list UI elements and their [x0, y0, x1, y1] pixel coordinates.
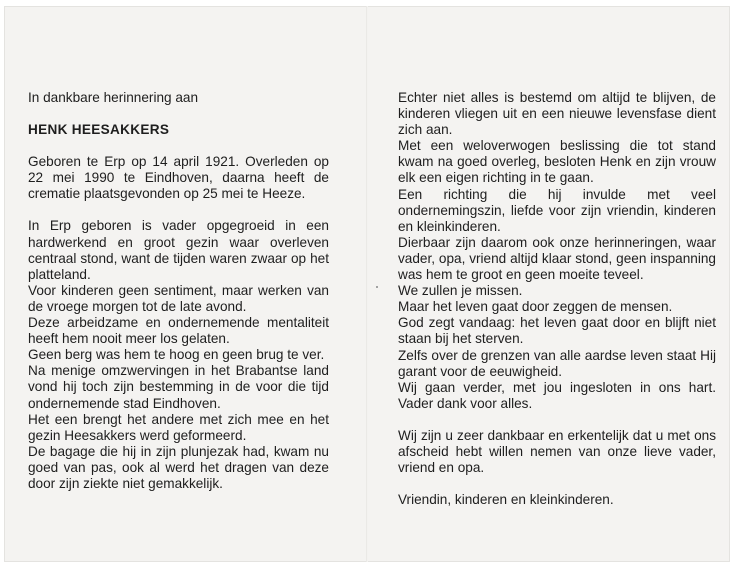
reflection-paragraph: Dierbaar zijn daarom ook onze herinneringen, waar vader, opa, vriend altijd klaar stond, geen inspanning was hem te groot en geen moeite teveel.: [398, 234, 716, 283]
life-paragraph: Na menige omzwervingen in het Brabantse land vond hij toch zijn bestemming in de voor die tijd ondernemende stad Eindhoven.: [28, 363, 329, 411]
life-paragraph: Voor kinderen geen sentiment, maar werken van de vroege morgen tot de late avond.: [28, 282, 329, 314]
life-paragraph: De bagage die hij in zijn plunjezak had, kwam nu goed van pas, ook al werd het dragen van deze door zijn ziekte niet gemakkelijk.: [28, 443, 329, 491]
reflection-paragraph: We zullen je missen.: [398, 283, 523, 299]
life-paragraph: In Erp geboren is vader opgegroeid in een hardwerkend en groot gezin waar overleven centraal stond, want de tijden waren zwaar op het platteland.: [28, 218, 329, 282]
reflection-paragraph: Echter niet alles is bestemd om altijd te blijven, de kinderen vliegen uit en een nieuwe levensfase dient zich aan.: [398, 90, 716, 138]
intro-line: In dankbare herinnering aan: [28, 90, 199, 105]
thanks-paragraph: Wij zijn u zeer dankbaar en erkentelijk dat u met ons afscheid hebt willen nemen van onze lieve vader, vriend en opa.: [398, 427, 716, 476]
life-paragraph: Geen berg was hem te hoog en geen brug te ver.: [28, 347, 325, 363]
deceased-name: HENK HEESAKKERS: [28, 122, 170, 138]
card-fold-line: [366, 6, 368, 562]
birth-death-text: Geboren te Erp op 14 april 1921. Overleden op 22 mei 1990 te Eindhoven, daarna heeft de crematie plaatsgevonden op 25 mei te Heeze.: [28, 154, 329, 202]
reflection-paragraph: Zelfs over de grenzen van alle aardse leven staat Hij garant voor de eeuwigheid.: [398, 347, 716, 379]
reflection-paragraph: Met een weloverwogen beslissing die tot stand kwam na goed overleg, besloten Henk en zijn vrouw elk een eigen richting in te gaan.: [398, 138, 716, 186]
reflection-paragraph: Maar het leven gaat door zeggen de mensen.: [398, 299, 673, 315]
print-speck: [376, 286, 378, 288]
life-paragraph: Het een brengt het andere met zich mee en het gezin Heesakkers werd geformeerd.: [28, 411, 329, 443]
life-paragraph: Deze arbeidzame en ondernemende mentaliteit heeft hem nooit meer los gelaten.: [28, 315, 329, 347]
right-column: [398, 90, 716, 508]
reflection-paragraph: God zegt vandaag: het leven gaat door en blijft niet staan bij het sterven.: [398, 315, 716, 347]
reflection-paragraph: Wij gaan verder, met jou ingesloten in ons hart. Vader dank voor alles.: [398, 379, 716, 411]
left-column: [28, 90, 329, 492]
signature-line: Vriendin, kinderen en kleinkinderen.: [398, 492, 614, 508]
reflection-paragraph: Een richting die hij invulde met veel ondernemingszin, liefde voor zijn vriendin, kinderen en kleinkinderen.: [398, 186, 716, 234]
